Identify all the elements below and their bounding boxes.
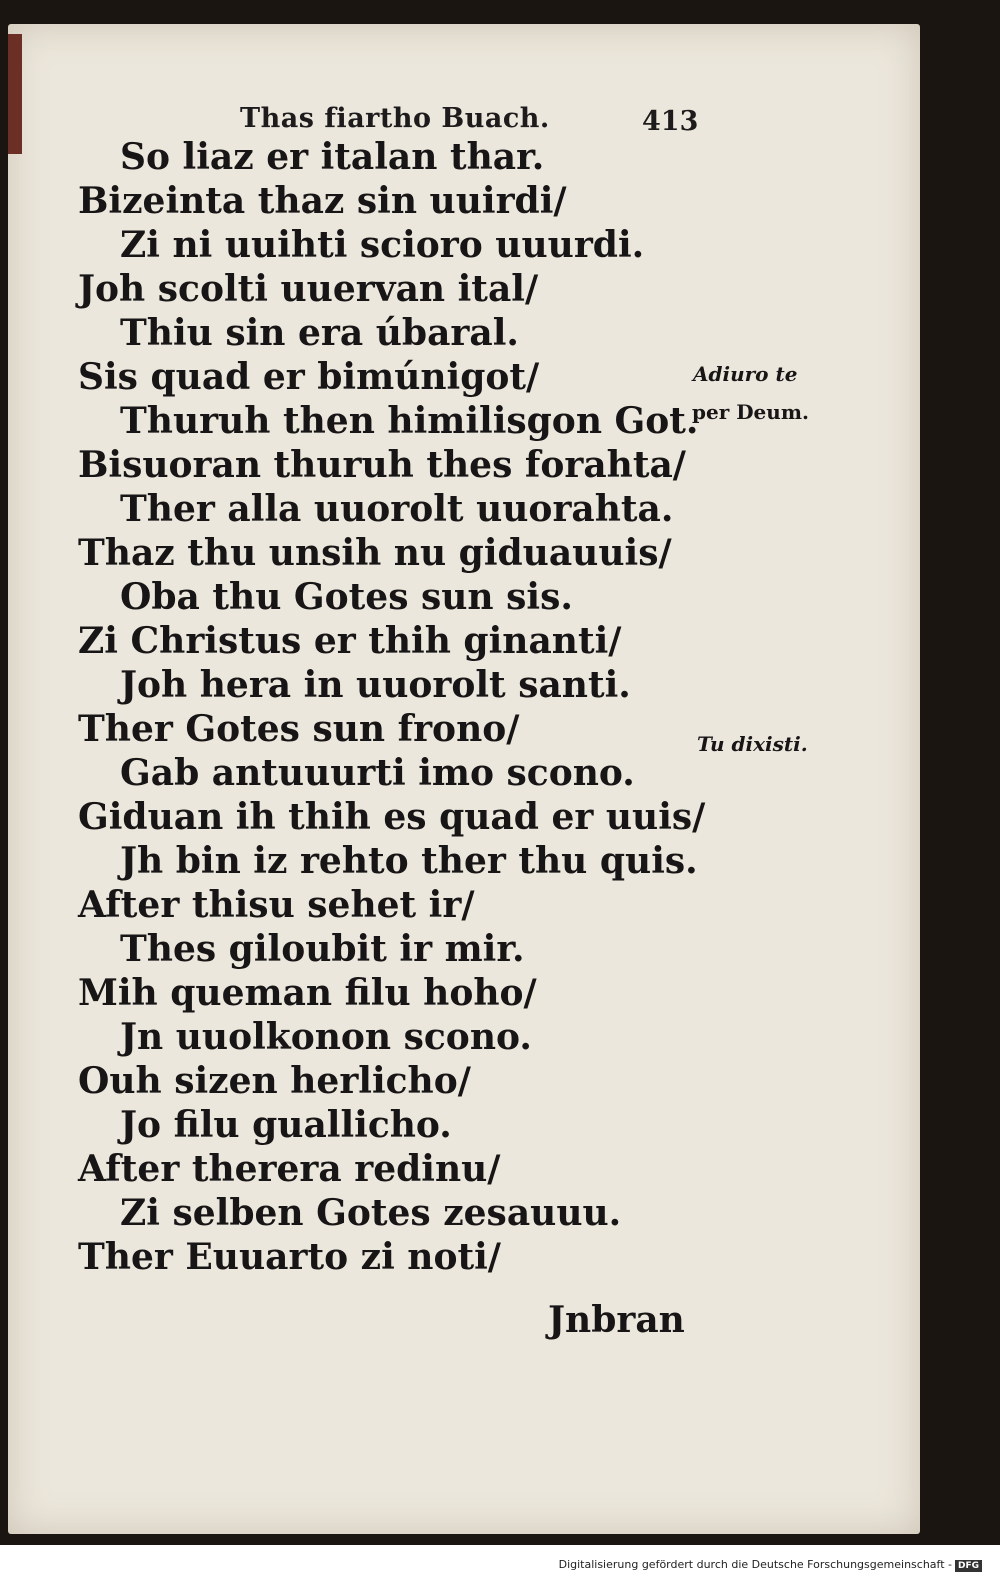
verse-line: Jh bin iz rehto ther thu quis. xyxy=(120,840,698,882)
verse-line: Ther alla uuorolt uuorahta. xyxy=(120,488,674,530)
digitization-credit xyxy=(559,1558,982,1572)
credit-text: Digitalisierung gefördert durch die Deutsche Forschungsgemeinschaft - xyxy=(558,1558,952,1571)
verse-line: Thaz thu unsih nu giduauuis/ xyxy=(78,532,672,574)
verse-line: Zi Christus er thih ginanti/ xyxy=(78,620,622,662)
marginal-gloss-adiuro: Adiuro te xyxy=(693,362,798,386)
marginal-gloss-per-deum: per Deum. xyxy=(692,400,809,424)
verse-line: Jn uuolkonon scono. xyxy=(120,1016,532,1058)
verse-line: Joh hera in uuorolt santi. xyxy=(120,664,631,706)
verse-line: Ouh sizen herlicho/ xyxy=(78,1060,471,1102)
verse-line: Zi selben Gotes zesauuu. xyxy=(120,1192,622,1234)
verse-line: After therera redinu/ xyxy=(78,1148,501,1190)
verse-line: After thisu sehet ir/ xyxy=(78,884,475,926)
verse-line: Oba thu Gotes sun sis. xyxy=(120,576,573,618)
dfg-logo: DFG xyxy=(955,1560,982,1572)
verse-line: Gab antuuurti imo scono. xyxy=(120,752,635,794)
verse-line: Zi ni uuihti scioro uuurdi. xyxy=(120,224,645,266)
binding-edge xyxy=(8,34,22,154)
verse-line: Sis quad er bimúnigot/ xyxy=(78,356,540,398)
verse-line: Thes giloubit ir mir. xyxy=(120,928,525,970)
verse-line: Ther Euuarto zi noti/ xyxy=(78,1236,501,1278)
verse-line: So liaz er italan thar. xyxy=(120,136,545,178)
verse-line: Thiu sin era úbaral. xyxy=(120,312,519,354)
verse-line: Bisuoran thuruh thes forahta/ xyxy=(78,444,686,486)
page-number: 413 xyxy=(642,106,699,137)
verse-line: Bizeinta thaz sin uuirdi/ xyxy=(78,180,567,222)
verse-line: Ther Gotes sun frono/ xyxy=(78,708,520,750)
verse-line: Mih queman filu hoho/ xyxy=(78,972,537,1014)
catchword: Jnbran xyxy=(548,1299,685,1341)
verse-line: Thuruh then himilisgon Got. xyxy=(120,400,699,442)
verse-line: Joh scolti uuervan ital/ xyxy=(78,268,539,310)
verse-line: Jo filu guallicho. xyxy=(120,1104,452,1146)
running-title: Thas fiartho Buach. xyxy=(240,103,550,134)
marginal-gloss-tu-dixisti: Tu dixisti. xyxy=(697,732,808,756)
verse-line: Giduan ih thih es quad er uuis/ xyxy=(78,796,706,838)
